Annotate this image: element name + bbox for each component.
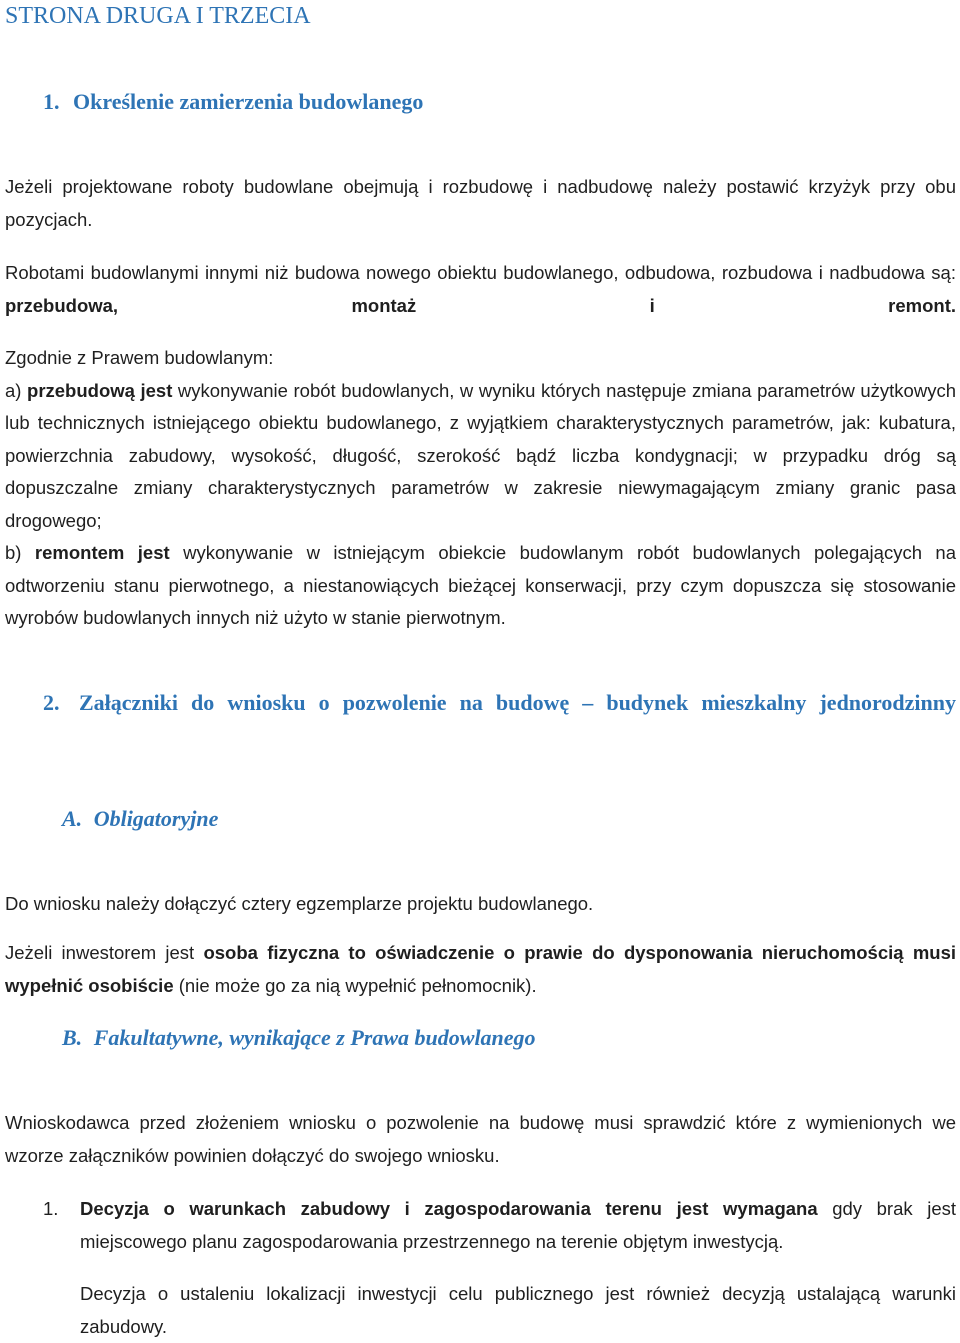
law-item-a-prefix: a)	[5, 379, 28, 401]
paragraph-inwestor-text-1: Jeżeli inwestorem jest	[5, 942, 204, 963]
list-item-number: 1.	[43, 1198, 59, 1219]
law-item-a-bold: przebudową jest	[27, 379, 173, 401]
page-heading	[5, 1, 956, 31]
subsection-b-letter: B.	[62, 1025, 83, 1050]
paragraph-roboty-text: Jeżeli projektowane roboty budowlane obejmują i rozbudowę i nadbudowę należy postawić krzyżyk przy obu pozycjach.	[5, 176, 956, 230]
subsection-b-title: Fakultatywne, wynikające z Prawa budowlanego	[93, 1025, 536, 1050]
subsection-a-heading	[62, 803, 956, 835]
paragraph-roboty	[5, 171, 956, 236]
paragraph-robotami-text: Robotami budowlanymi innymi niż budowa nowego obiektu budowlanego, odbudowa, rozbudowa i nadbudowa są:	[5, 262, 956, 283]
law-item-b-bold: remontem jest	[34, 542, 170, 563]
law-item-a	[5, 375, 956, 538]
paragraph-inwestor	[5, 937, 956, 1002]
list-item	[5, 1193, 956, 1258]
law-item-a-text: wykonywanie robót budowlanych, w wyniku których następuje zmiana parametrów użytkowych lub technicznych istniejącego obiektu budowlanego, z wyjątkiem charakterystycznych parametrów, jak: kubatura, powierzchnia zabudowy, wysokość, długość, szerokość bądź liczba kondygnacji; w przypadku dróg są dopuszczalne zmiany charakterystycznych parametrów w zakresie niewymagającym zmiany granic pasa drogowego;	[5, 379, 956, 531]
page-heading-text: STRONA DRUGA I TRZECIA	[5, 3, 311, 29]
paragraph-egzemplarze-text: Do wniosku należy dołączyć cztery egzemplarze projektu budowlanego.	[5, 893, 594, 914]
list-item-text: gdy brak jest miejscowego planu zagospodarowania przestrzennego na terenie objętym inwestycją.	[80, 1198, 956, 1252]
paragraph-inwestor-bold: osoba fizyczna to oświadczenie o prawie do dysponowania nieruchomością musi wypełnić osobiście	[5, 942, 957, 996]
law-definitions	[5, 342, 956, 635]
law-item-b	[5, 537, 956, 635]
paragraph-inwestor-text-2: (nie może go za nią wypełnić pełnomocnik).	[173, 974, 537, 996]
paragraph-robotami	[5, 257, 956, 322]
section-2-heading	[43, 687, 956, 719]
law-item-b-text: wykonywanie w istniejącym obiekcie budowlanym robót budowlanych polegających na odtworzeniu stanu pierwotnego, a niestanowiących bieżącej konserwacji, przy czym dopuszcza się stosowanie wyrobów budowlanych innych niż użyto w stanie pierwotnym.	[5, 542, 957, 628]
paragraph-robotami-bold: przebudowa, montaż i remont.	[5, 294, 956, 316]
list-item-bold: Decyzja o warunkach zabudowy i zagospodarowania terenu jest wymagana	[80, 1198, 818, 1219]
paragraph-egzemplarze	[5, 888, 956, 921]
law-intro: Zgodnie z Prawem budowlanym:	[5, 347, 274, 368]
paragraph-wnioskodawca-text: Wnioskodawca przed złożeniem wniosku o pozwolenie na budowę musi sprawdzić które z wymienionych we wzorze załączników powinien dołączyć do swojego wniosku.	[5, 1112, 956, 1166]
list-item-note	[5, 1278, 956, 1343]
section-1-title: Określenie zamierzenia budowlanego	[73, 89, 424, 114]
attachments-list	[5, 1193, 956, 1343]
paragraph-wnioskodawca	[5, 1107, 956, 1172]
section-1-number: 1.	[43, 89, 60, 114]
subsection-a-title: Obligatoryjne	[93, 806, 219, 831]
section-2-number: 2.	[43, 690, 60, 715]
law-item-b-prefix: b)	[5, 542, 35, 563]
subsection-a-letter: A.	[62, 806, 83, 831]
section-1-heading	[43, 86, 956, 118]
section-2-title: Załączniki do wniosku o pozwolenie na budowę – budynek mieszkalny jednorodzinny	[79, 690, 956, 715]
list-item-note-text: Decyzja o ustaleniu lokalizacji inwestycji celu publicznego jest również decyzją ustalającą warunki zabudowy.	[80, 1283, 956, 1337]
subsection-b-heading	[62, 1022, 956, 1054]
section-2-title-wrap	[43, 687, 956, 719]
